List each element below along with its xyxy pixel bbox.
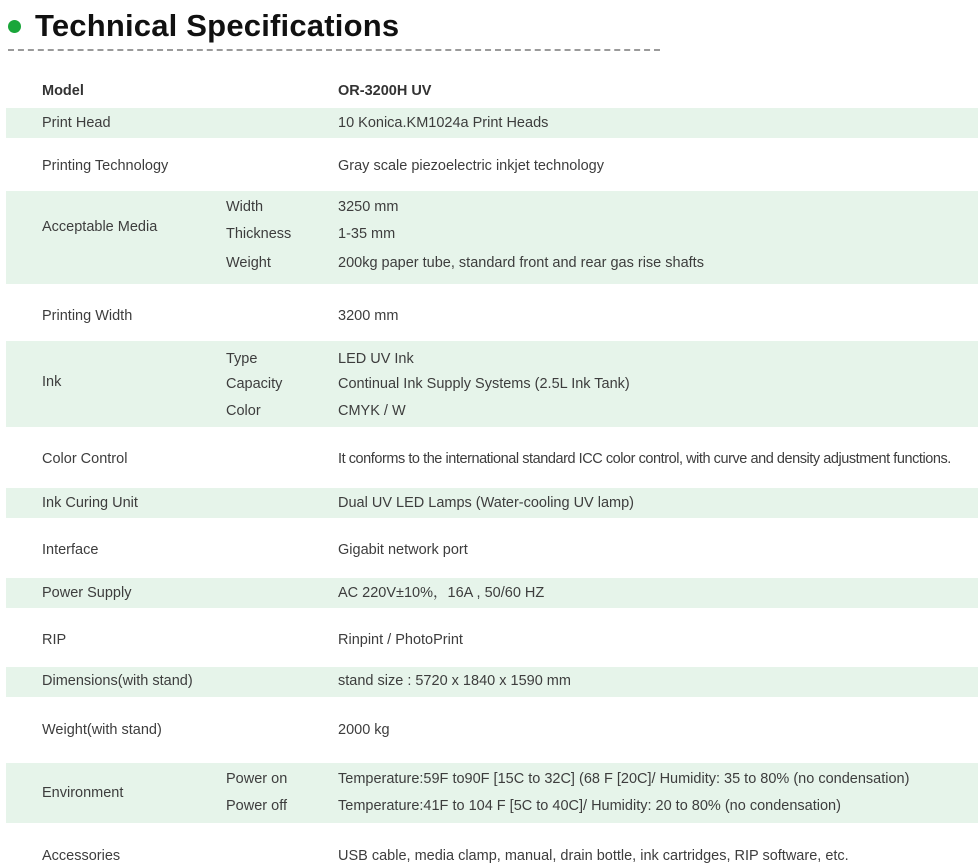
page-title: Technical Specifications	[35, 8, 400, 43]
spec-value: USB cable, media clamp, manual, drain bottle, ink cartridges, RIP software, etc.	[338, 848, 849, 864]
spec-value: Continual Ink Supply Systems (2.5L Ink Tank)	[338, 376, 630, 392]
spec-row-color-control	[6, 430, 978, 486]
spec-sub-label: Weight	[226, 255, 271, 271]
spec-row-interface	[6, 520, 978, 577]
spec-value: 3250 mm	[338, 199, 399, 215]
spec-value: 2000 kg	[338, 722, 390, 738]
section-header	[8, 6, 399, 46]
spec-label: Ink	[42, 374, 62, 390]
spec-label: Ink Curing Unit	[42, 495, 138, 511]
spec-row-ink	[6, 341, 978, 427]
spec-label: Accessories	[42, 848, 121, 864]
spec-sub-label: Power on	[226, 771, 288, 787]
spec-sub-label: Type	[226, 351, 258, 367]
spec-row-power-supply	[6, 578, 978, 608]
spec-value: 1-35 mm	[338, 226, 396, 242]
spec-row-acceptable-media	[6, 191, 978, 284]
spec-row-printing-technology	[6, 140, 978, 190]
spec-row-rip	[6, 610, 978, 666]
spec-row-accessories	[6, 826, 978, 868]
spec-row-dimensions	[6, 667, 978, 697]
model-value: OR-3200H UV	[338, 83, 432, 99]
spec-row-model	[6, 76, 978, 106]
spec-value: LED UV Ink	[338, 351, 414, 367]
spec-row-environment	[6, 763, 978, 823]
spec-label: Power Supply	[42, 585, 132, 601]
model-label: Model	[42, 83, 84, 99]
spec-value: 200kg paper tube, standard front and rear gas rise shafts	[338, 255, 704, 271]
spec-value: It conforms to the international standard ICC color control, with curve and density adjustment functions.	[338, 451, 951, 467]
spec-sub-label: Width	[226, 199, 264, 215]
spec-value: 3200 mm	[338, 308, 399, 324]
spec-label: Interface	[42, 542, 99, 558]
spec-value: stand size : 5720 x 1840 x 1590 mm	[338, 673, 571, 689]
spec-value: Temperature:59F to90F [15C to 32C] (68 F [20C]/ Humidity: 35 to 80% (no condensation)	[338, 771, 910, 787]
spec-value: Dual UV LED Lamps (Water-cooling UV lamp)	[338, 495, 635, 511]
spec-row-ink-curing-unit	[6, 488, 978, 518]
spec-label: Color Control	[42, 451, 128, 467]
spec-label: Print Head	[42, 115, 111, 131]
spec-label: Weight(with stand)	[42, 722, 162, 738]
spec-label: RIP	[42, 632, 67, 648]
spec-row-weight	[6, 699, 978, 761]
spec-value: 10 Konica.KM1024a Print Heads	[338, 115, 549, 131]
spec-value: Temperature:41F to 104 F [5C to 40C]/ Humidity: 20 to 80% (no condensation)	[338, 798, 841, 814]
green-dot-icon	[8, 20, 21, 33]
spec-sub-label: Power off	[226, 798, 287, 814]
spec-label: Dimensions(with stand)	[42, 673, 193, 689]
spec-value: Gray scale piezoelectric inkjet technology	[338, 158, 604, 174]
spec-value: AC 220V±10%，16A , 50/60 HZ	[338, 585, 545, 601]
spec-sub-label: Capacity	[226, 376, 283, 392]
spec-value: Rinpint / PhotoPrint	[338, 632, 463, 648]
spec-label: Acceptable Media	[42, 219, 158, 235]
spec-value: Gigabit network port	[338, 542, 468, 558]
spec-sub-label: Thickness	[226, 226, 292, 242]
dashed-divider	[8, 49, 660, 51]
spec-row-print-head	[6, 108, 978, 138]
spec-sub-label: Color	[226, 403, 261, 419]
spec-label: Environment	[42, 785, 124, 801]
spec-value: CMYK / W	[338, 403, 406, 419]
spec-row-printing-width	[6, 287, 978, 340]
spec-label: Printing Technology	[42, 158, 169, 174]
spec-label: Printing Width	[42, 308, 133, 324]
